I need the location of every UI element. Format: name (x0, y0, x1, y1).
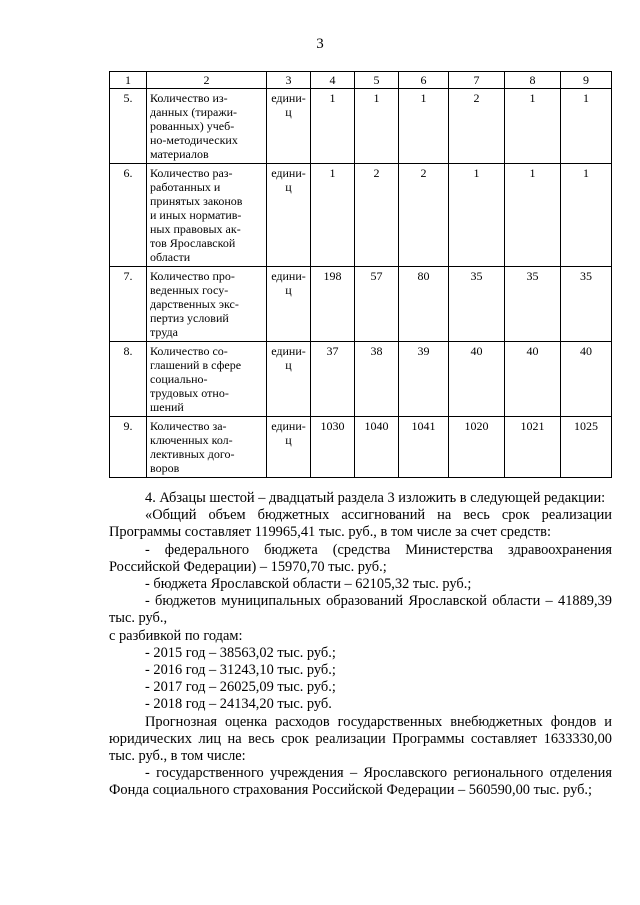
row-number-cell: 5. (110, 89, 147, 164)
header-cell: 8 (505, 72, 561, 89)
paragraph: Прогнозная оценка расходов государственных внебюджетных фондов и юридических лиц на весь срок реализации Программы составляет 1633330,00 тыс. руб., в том числе: (109, 713, 612, 765)
indicator-name-cell: Количество со- глашений в сфере социально- трудовых отно- шений (147, 342, 267, 417)
table-header-row (110, 72, 612, 89)
value-cell: 39 (399, 342, 449, 417)
value-cell: 1 (449, 164, 505, 267)
document-body (109, 490, 612, 800)
value-cell: 57 (355, 267, 399, 342)
table-row (110, 164, 612, 267)
table-row (110, 417, 612, 478)
paragraph: - государственного учреждения – Ярославского регионального отделения Фонда социального страхования Российской Федерации – 560590,00 тыс. руб.; (109, 765, 612, 799)
value-cell: 40 (505, 342, 561, 417)
value-cell: 40 (449, 342, 505, 417)
value-cell: 37 (311, 342, 355, 417)
paragraph: - бюджета Ярославской области – 62105,32 тыс. руб.; (145, 576, 472, 593)
value-cell: 38 (355, 342, 399, 417)
value-cell: 2 (449, 89, 505, 164)
unit-cell: едини- ц (267, 164, 311, 267)
paragraph: 4. Абзацы шестой – двадцатый раздела 3 изложить в следующей редакции: (145, 490, 606, 506)
row-number-cell: 8. (110, 342, 147, 417)
value-cell: 35 (505, 267, 561, 342)
value-cell: 2 (355, 164, 399, 267)
paragraph: - 2017 год – 26025,09 тыс. руб.; (145, 679, 336, 696)
value-cell: 198 (311, 267, 355, 342)
header-cell: 2 (147, 72, 267, 89)
page-number: 3 (316, 36, 324, 52)
paragraph: - 2016 год – 31243,10 тыс. руб.; (145, 662, 336, 679)
indicator-name-cell: Количество из- данных (тиражи- рованных) учеб- но-методических материалов (147, 89, 267, 164)
value-cell: 1021 (505, 417, 561, 478)
paragraph: - федерального бюджета (средства Министерства здравоохранения Российской Федерации) – 15970,70 тыс. руб.; (109, 541, 612, 575)
table-row (110, 342, 612, 417)
paragraph: «Общий объем бюджетных ассигнований на весь срок реализации Программы составляет 119965,41 тыс. руб., в том числе за счет средств: (109, 507, 612, 541)
paragraph: - 2015 год – 38563,02 тыс. руб.; (145, 644, 336, 661)
value-cell: 1 (355, 89, 399, 164)
table-row (110, 267, 612, 342)
value-cell: 1 (505, 164, 561, 267)
indicator-name-cell: Количество за- ключенных кол- лективных дого- воров (147, 417, 267, 478)
value-cell: 80 (399, 267, 449, 342)
value-cell: 1 (505, 89, 561, 164)
row-number-cell: 9. (110, 417, 147, 478)
table-row (110, 89, 612, 164)
value-cell: 1025 (561, 417, 612, 478)
value-cell: 1020 (449, 417, 505, 478)
value-cell: 35 (449, 267, 505, 342)
unit-cell: едини- ц (267, 417, 311, 478)
header-cell: 3 (267, 72, 311, 89)
value-cell: 1041 (399, 417, 449, 478)
indicator-name-cell: Количество раз- работанных и принятых законов и иных норматив- ных правовых ак- тов Ярославской области (147, 164, 267, 267)
row-number-cell: 6. (110, 164, 147, 267)
indicators-table (109, 71, 612, 478)
value-cell: 1 (399, 89, 449, 164)
header-cell: 7 (449, 72, 505, 89)
value-cell: 1040 (355, 417, 399, 478)
header-cell: 9 (561, 72, 612, 89)
header-cell: 1 (110, 72, 147, 89)
paragraph: - бюджетов муниципальных образований Ярославской области – 41889,39 тыс. руб., (109, 593, 612, 627)
unit-cell: едини- ц (267, 89, 311, 164)
unit-cell: едини- ц (267, 342, 311, 417)
value-cell: 1 (311, 164, 355, 267)
value-cell: 40 (561, 342, 612, 417)
header-cell: 6 (399, 72, 449, 89)
header-cell: 5 (355, 72, 399, 89)
value-cell: 1 (311, 89, 355, 164)
value-cell: 35 (561, 267, 612, 342)
indicator-name-cell: Количество про- веденных госу- дарственных экс- пертиз условий труда (147, 267, 267, 342)
paragraph: - 2018 год – 24134,20 тыс. руб. (145, 696, 332, 713)
unit-cell: едини- ц (267, 267, 311, 342)
value-cell: 1 (561, 89, 612, 164)
paragraph: с разбивкой по годам: (109, 627, 243, 644)
value-cell: 2 (399, 164, 449, 267)
value-cell: 1030 (311, 417, 355, 478)
row-number-cell: 7. (110, 267, 147, 342)
value-cell: 1 (561, 164, 612, 267)
header-cell: 4 (311, 72, 355, 89)
